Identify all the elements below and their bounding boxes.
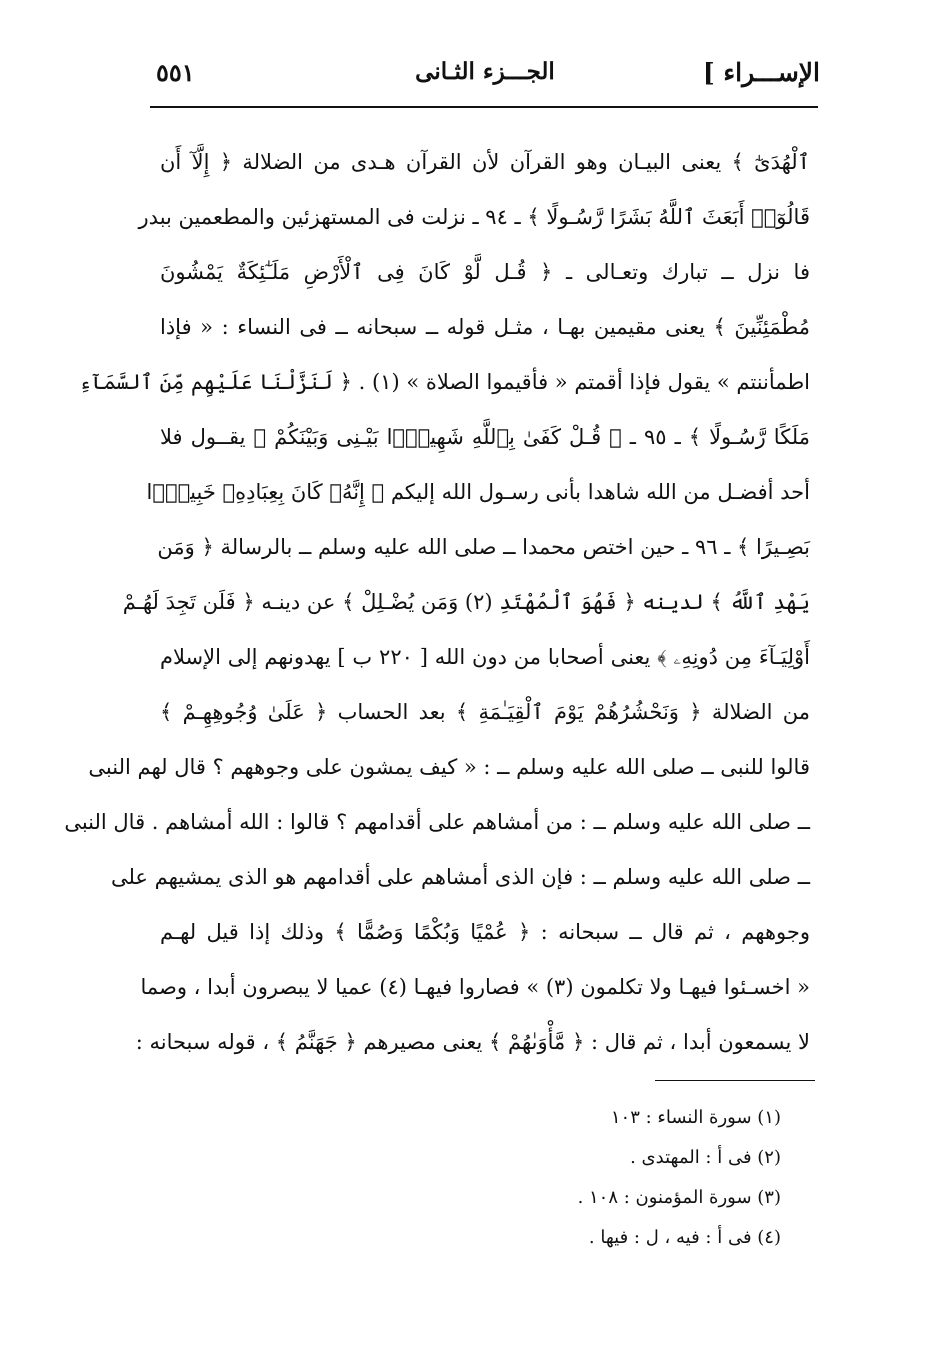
text-line: بَصِـيرًا ﴾ ـ ٩٦ ـ حين اختص محمدا ــ صلى الله عليه وسلم ــ بالرسالة ﴿ وَمَن: [157, 535, 810, 559]
text-line: مَلَكًا رَّسُـولًا ﴾ ـ ٩٥ ـ ﴿ قُـلْ كَفَىٰ بِٱللَّهِ شَهِيدًۢا بَيْـنِى وَبَيْنَكُمْ ﴾ يقــول فلا: [160, 425, 810, 449]
text-line: مُطْمَئِنِّينَ ﴾ يعنى مقيمين بهـا ، مثـل قوله ــ سبحانه ــ فى النساء : « فإذا: [160, 315, 810, 339]
footnotes: [521, 1100, 781, 1260]
text-line: « اخسـئوا فيهـا ولا تكلمون (٣) » فصاروا فيهـا (٤) عميا لا يبصرون أبدا ، وصما: [140, 975, 810, 999]
text-line: من الضلالة ﴿ وَنَحْشُرُهُمْ يَوْمَ ٱلْقِيَـٰمَةِ ﴾ بعد الحساب ﴿ عَلَىٰ وُجُوهِهِـمْ ﴾: [160, 700, 810, 724]
running-header: [150, 52, 820, 104]
page-number: ٥٥١: [156, 58, 195, 87]
footnote: (٣) سورة المؤمنون : ١٠٨ .: [577, 1187, 781, 1208]
text-line: أحد أفضـل من الله شاهدا بأنى رسـول الله إليكم ﴿ إِنَّهُۥ كَانَ بِعِبَادِهِۦ خَبِيرًۢا: [146, 480, 810, 504]
text-line: قالوا للنبى ــ صلى الله عليه وسلم ــ : « كيف يمشون على وجوههم ؟ قال لهم النبى: [88, 755, 810, 779]
text-line: ــ صلى الله عليه وسلم ــ : من أمشاهم على أقدامهم ؟ قالوا : الله أمشاهم . قال النبى: [64, 810, 810, 834]
footnote: (١) سورة النساء : ١٠٣: [610, 1107, 781, 1128]
text-line: أَوْلِيَـآءَ مِن دُونِهِۦ ﴾ يعنى أصحابا من دون الله [ ٢٢٠ ب ] يهدونهم إلى الإسلام: [160, 645, 811, 669]
surah-name: الإســـراء ]: [702, 58, 820, 87]
footnote: (٤) فى أ : فيه ، ل : فيها .: [588, 1227, 781, 1248]
text-line: اطمأننتم » يقول فإذا أقمتم « فأقيموا الصلاة » (١) . ﴿ لَنَزَّلْنَا عَلَيْهِم مِّنَ ٱلسَّمَآءِ: [79, 370, 810, 394]
text-line: يَهْدِ ٱللَّهُ ﴾ لدينه ﴿ فَهُوَ ٱلْمُهْتَدِ (٢) وَمَن يُضْـلِلْ ﴾ عن دينـه ﴿ فَلَن تَجِدَ لَهُـمْ: [122, 590, 810, 614]
text-line: فا نزل ــ تبارك وتعـالى ـ ﴿ قُـل لَّوْ كَانَ فِى ٱلْأَرْضِ مَلَـٰٓئِكَةٌ يَمْشُونَ: [160, 260, 810, 284]
volume-title: الجـــزء الثـانى: [415, 58, 555, 85]
text-line: ٱلْهُدَىٰٓ ﴾ يعنى البيـان وهو القرآن لأن القرآن هـدى من الضلالة ﴿ إِلَّآ أَن: [160, 150, 810, 174]
header-rule: [150, 106, 818, 108]
footnote: (٢) فى أ : المهتدى .: [630, 1147, 781, 1168]
text-line: وجوههم ، ثم قال ــ سبحانه : ﴿ عُمْيًا وَبُكْمًا وَصُمًّا ﴾ وذلك إذا قيل لهـم: [160, 920, 810, 944]
main-text: [64, 138, 811, 1073]
footnote-rule: [655, 1080, 815, 1081]
text-line: قَالُوٓا۟ أَبَعَثَ ٱللَّهُ بَشَرًا رَّسُـولًا ﴾ ـ ٩٤ ـ نزلت فى المستهزئين والمطعمين ببدر: [138, 205, 810, 229]
text-line: لا يسمعون أبدا ، ثم قال : ﴿ مَّأْوَىٰهُمْ ﴾ يعنى مصيرهم ﴿ جَهَنَّمُ ﴾ ، قوله سبحانه :: [135, 1030, 810, 1054]
text-line: ــ صلى الله عليه وسلم ــ : فإن الذى أمشاهم على أقدامهم هو الذى يمشيهم على: [110, 865, 810, 889]
